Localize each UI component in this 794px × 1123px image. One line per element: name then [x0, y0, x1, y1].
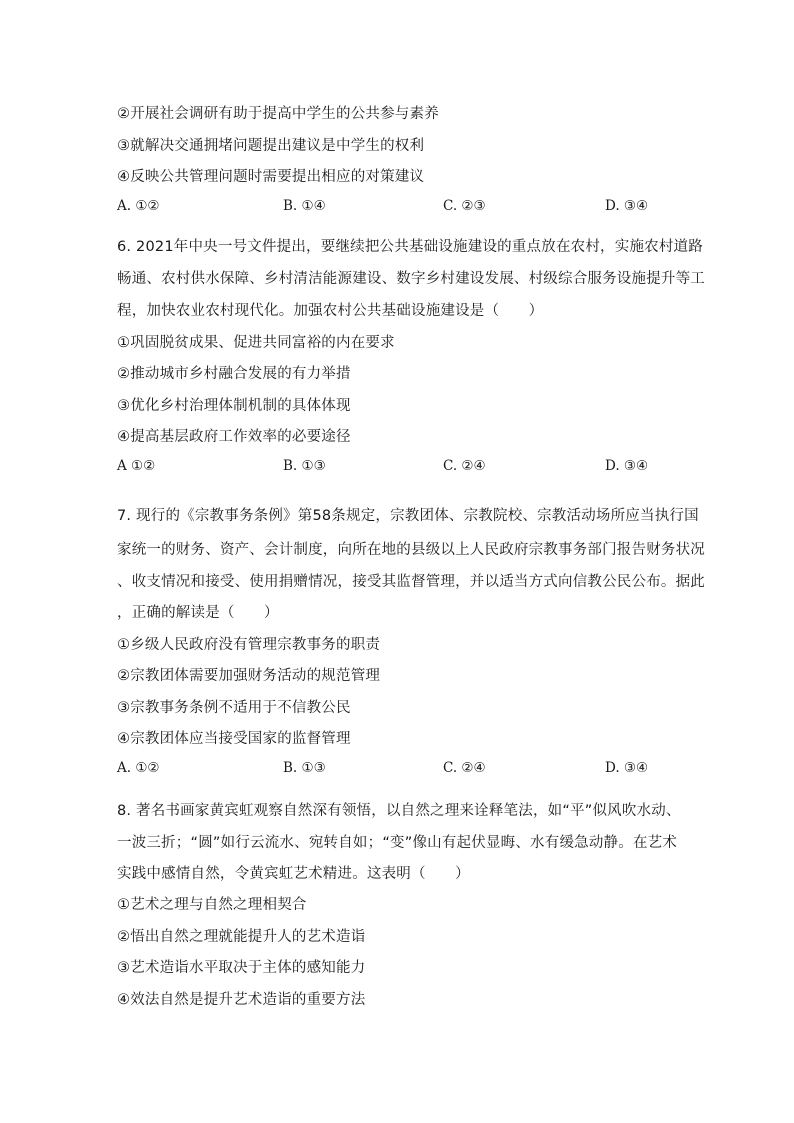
q7-choice-a: A. ①②	[117, 760, 160, 776]
q7-choice-c: C. ②④	[443, 760, 486, 776]
q5-choice-d: D. ③④	[605, 198, 649, 214]
q6-stem-line-2: 畅通、农村供水保障、乡村清洁能源建设、数字乡村建设发展、村级综合服务设施提升等工	[117, 271, 705, 287]
q6-option-item-2: ②推动城市乡村融合发展的有力举措	[117, 366, 351, 382]
q6-option-item-1: ①巩固脱贫成果、促进共同富裕的内在要求	[117, 335, 395, 351]
q7-stem-line-4: ，正确的解读是（ ）	[117, 605, 279, 621]
q8-option-item-4: ④效法自然是提升艺术造诣的重要方法	[117, 992, 366, 1008]
q7-choice-b: B. ①③	[283, 760, 326, 776]
q7-stem-line-1: 7. 现行的《宗教事务条例》第58条规定，宗教团体、宗教院校、宗教活动场所应当执行国	[117, 508, 699, 524]
q8-stem-line-1: 8. 著名书画家黄宾虹观察自然深有领悟，以自然之理来诠释笔法，如“平”似风吹水动、	[117, 803, 681, 819]
q8-option-item-3: ③艺术造诣水平取决于主体的感知能力	[117, 960, 366, 976]
q6-stem-line-1: 6. 2021年中央一号文件提出，要继续把公共基础设施建设的重点放在农村，实施农村道路	[117, 239, 703, 255]
q7-option-item-2: ②宗教团体需要加强财务活动的规范管理	[117, 668, 381, 684]
q6-option-item-4: ④提高基层政府工作效率的必要途径	[117, 429, 351, 445]
q7-option-item-4: ④宗教团体应当接受国家的监督管理	[117, 731, 351, 747]
q7-stem-line-3: 、收支情况和接受、使用捐赠情况，接受其监督管理，并以适当方式向信教公民公布。据此	[117, 574, 705, 590]
q7-option-item-1: ①乡级人民政府没有管理宗教事务的职责	[117, 637, 381, 653]
q8-option-item-1: ①艺术之理与自然之理相契合	[117, 897, 307, 913]
q5-option-item-4: ④反映公共管理问题时需要提出相应的对策建议	[117, 169, 425, 185]
q5-choice-c: C. ②③	[443, 198, 486, 214]
q8-option-item-2: ②悟出自然之理就能提升人的艺术造诣	[117, 929, 366, 945]
q5-choice-a: A. ①②	[117, 198, 160, 214]
q6-stem-line-3: 程，加快农业农村现代化。加强农村公共基础设施建设是（ ）	[117, 303, 544, 319]
q8-stem-line-2: 一波三折；“圆”如行云流水、宛转自如；“变”像山有起伏显晦、水有缓急动静。在艺术	[117, 835, 678, 851]
q6-option-item-3: ③优化乡村治理体制机制的具体体现	[117, 398, 351, 414]
q5-choice-b: B. ①④	[283, 198, 326, 214]
q6-choice-d: D. ③④	[605, 458, 649, 474]
q6-choice-a: A ①②	[117, 458, 156, 474]
q5-option-item-3: ③就解决交通拥堵问题提出建议是中学生的权利	[117, 138, 425, 154]
q6-choice-c: C. ②④	[443, 458, 486, 474]
q7-choice-d: D. ③④	[605, 760, 649, 776]
q8-stem-line-3: 实践中感情自然，令黄宾虹艺术精进。这表明（ ）	[117, 866, 470, 882]
q6-choice-b: B. ①③	[283, 458, 326, 474]
q7-option-item-3: ③宗教事务条例不适用于不信教公民	[117, 700, 351, 716]
q5-option-item-2: ②开展社会调研有助于提高中学生的公共参与素养	[117, 106, 439, 122]
q7-stem-line-2: 家统一的财务、资产、会计制度，向所在地的县级以上人民政府宗教事务部门报告财务状况	[117, 542, 705, 558]
